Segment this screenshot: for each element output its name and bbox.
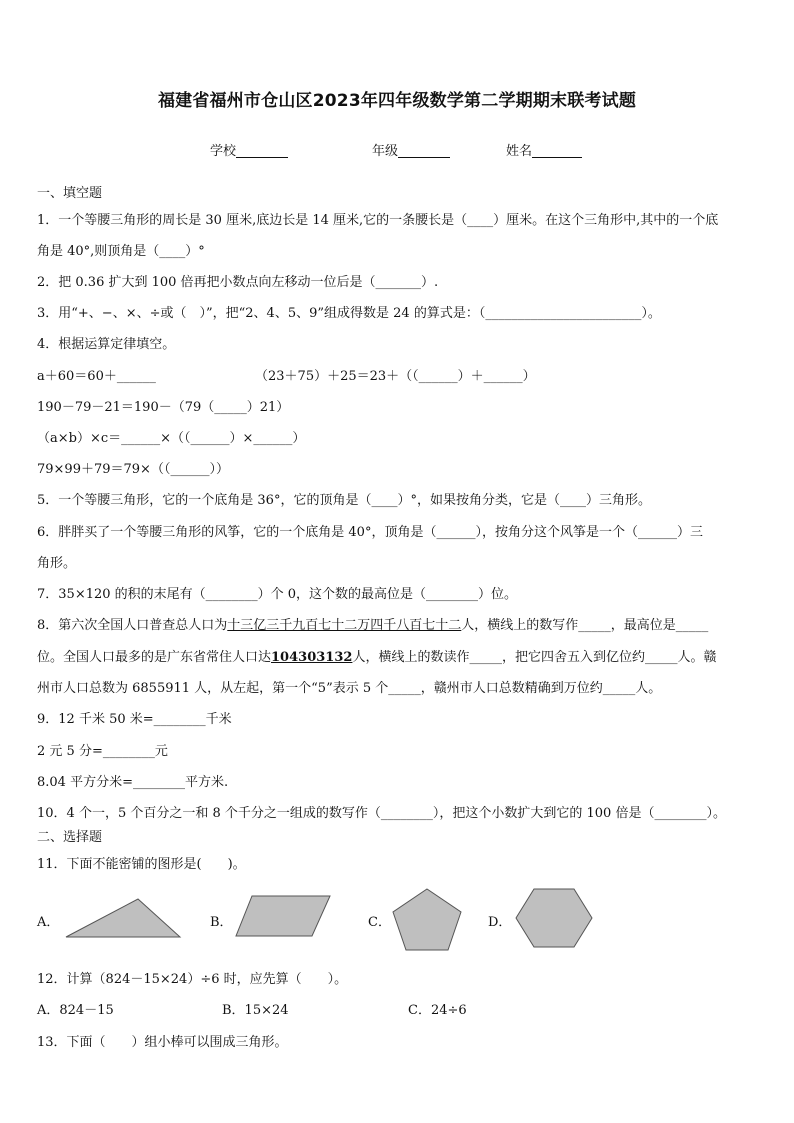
question-7: 7．35×120 的积的末尾有（________）个 0，这个数的最高位是（________）位。 — [37, 587, 518, 602]
school-blank[interactable] — [236, 143, 288, 158]
question-6-line-1: 6．胖胖买了一个等腰三角形的风筝，它的一个底角是 40°，顶角是（______），按角分这个风筝是一个（______）三 — [37, 525, 703, 540]
question-1-line-2: 角是 40°,则顶角是（____）° — [37, 244, 205, 259]
grade-label: 年级 — [372, 144, 399, 159]
name-label: 姓名 — [506, 144, 533, 159]
q11-option-d-hexagon[interactable] — [514, 887, 594, 949]
question-4-c: 190－79－21＝190－（79（_____）21） — [37, 400, 290, 415]
question-6-line-2: 角形。 — [37, 556, 77, 571]
q12-option-b[interactable]: B．15×24 — [222, 1003, 289, 1018]
section-fill-heading: 一、填空题 — [37, 186, 103, 201]
question-13-stem: 13．下面（ ）组小棒可以围成三角形。 — [37, 1035, 288, 1050]
q11-option-b-label[interactable]: B． — [210, 915, 233, 930]
name-blank[interactable] — [532, 143, 582, 158]
q11-option-c-pentagon[interactable] — [390, 887, 464, 953]
name-field[interactable] — [506, 140, 582, 159]
question-4-a: a＋60＝60＋______ — [37, 369, 156, 384]
question-4-d: （a×b）×c＝______×（（______）×______） — [37, 431, 306, 446]
question-9-a: 9．12 千米 50 米=________千米 — [37, 712, 232, 727]
q8-l1-underlined: 十三亿三千九百七十二万四千八百七十二 — [227, 618, 462, 633]
question-4-b: （23＋75）＋25＝23＋（（______）＋______） — [255, 369, 536, 384]
school-label: 学校 — [210, 144, 237, 159]
question-5: 5．一个等腰三角形，它的一个底角是 36°，它的顶角是（____）°，如果按角分类，它是（____）三角形。 — [37, 493, 651, 508]
question-8-line-1 — [37, 614, 708, 633]
question-2: 2．把 0.36 扩大到 100 倍再把小数点向左移动一位后是（_______）. — [37, 275, 439, 290]
q11-option-b-parallelogram[interactable] — [234, 894, 334, 940]
school-field[interactable] — [210, 140, 288, 159]
q11-option-a-triangle[interactable] — [62, 895, 184, 941]
q8-l1-prefix: 8．第六次全国人口普查总人口为 — [37, 618, 228, 633]
question-9-b: 2 元 5 分=________元 — [37, 744, 168, 759]
question-3: 3．用“+、−、×、÷或（ ）”，把“2、4、5、9”组成得数是 24 的算式是：（________________________）。 — [37, 306, 661, 321]
question-8-line-2 — [37, 646, 716, 665]
page-title: 福建省福州市仓山区2023年四年级数学第二学期期末联考试题 — [157, 91, 637, 111]
q11-option-d-label[interactable]: D． — [488, 915, 512, 930]
question-4-stem: 4．根据运算定律填空。 — [37, 337, 176, 352]
q11-option-c-label[interactable]: C． — [368, 915, 391, 930]
grade-field[interactable] — [372, 140, 450, 159]
question-12-stem: 12．计算（824－15×24）÷6 时，应先算（ ）。 — [37, 972, 348, 987]
q12-option-c[interactable]: C．24÷6 — [408, 1003, 467, 1018]
q12-option-a[interactable]: A．824－15 — [37, 1003, 114, 1018]
question-11-stem: 11．下面不能密铺的图形是( )。 — [37, 857, 246, 872]
question-10: 10．4 个一，5 个百分之一和 8 个千分之一组成的数写作（________），把这个小数扩大到它的 100 倍是（________）。 — [37, 806, 726, 821]
question-9-c: 8.04 平方分米=________平方米. — [37, 775, 229, 790]
question-4-e: 79×99＋79＝79×（（______）） — [37, 462, 229, 477]
grade-blank[interactable] — [398, 143, 450, 158]
section-choice-heading: 二、选择题 — [37, 830, 103, 845]
q8-l2-underlined: 104303132 — [271, 650, 353, 665]
q8-l2-suffix: 人，横线上的数读作_____，把它四舍五入到亿位约_____人。赣 — [352, 650, 717, 665]
question-8-line-3: 州市人口总数为 6855911 人，从左起，第一个“5”表示 5 个_____，赣州市人口总数精确到万位约_____人。 — [37, 681, 662, 696]
q11-option-a-label[interactable]: A． — [37, 915, 60, 930]
question-1-line-1: 1．一个等腰三角形的周长是 30 厘米,底边长是 14 厘米,它的一条腰长是（____）厘米。在这个三角形中,其中的一个底 — [37, 213, 719, 228]
q8-l1-suffix: 人，横线上的数写作_____，最高位是_____ — [461, 618, 709, 633]
q8-l2-prefix: 位。全国人口最多的是广东省常住人口达 — [37, 650, 272, 665]
